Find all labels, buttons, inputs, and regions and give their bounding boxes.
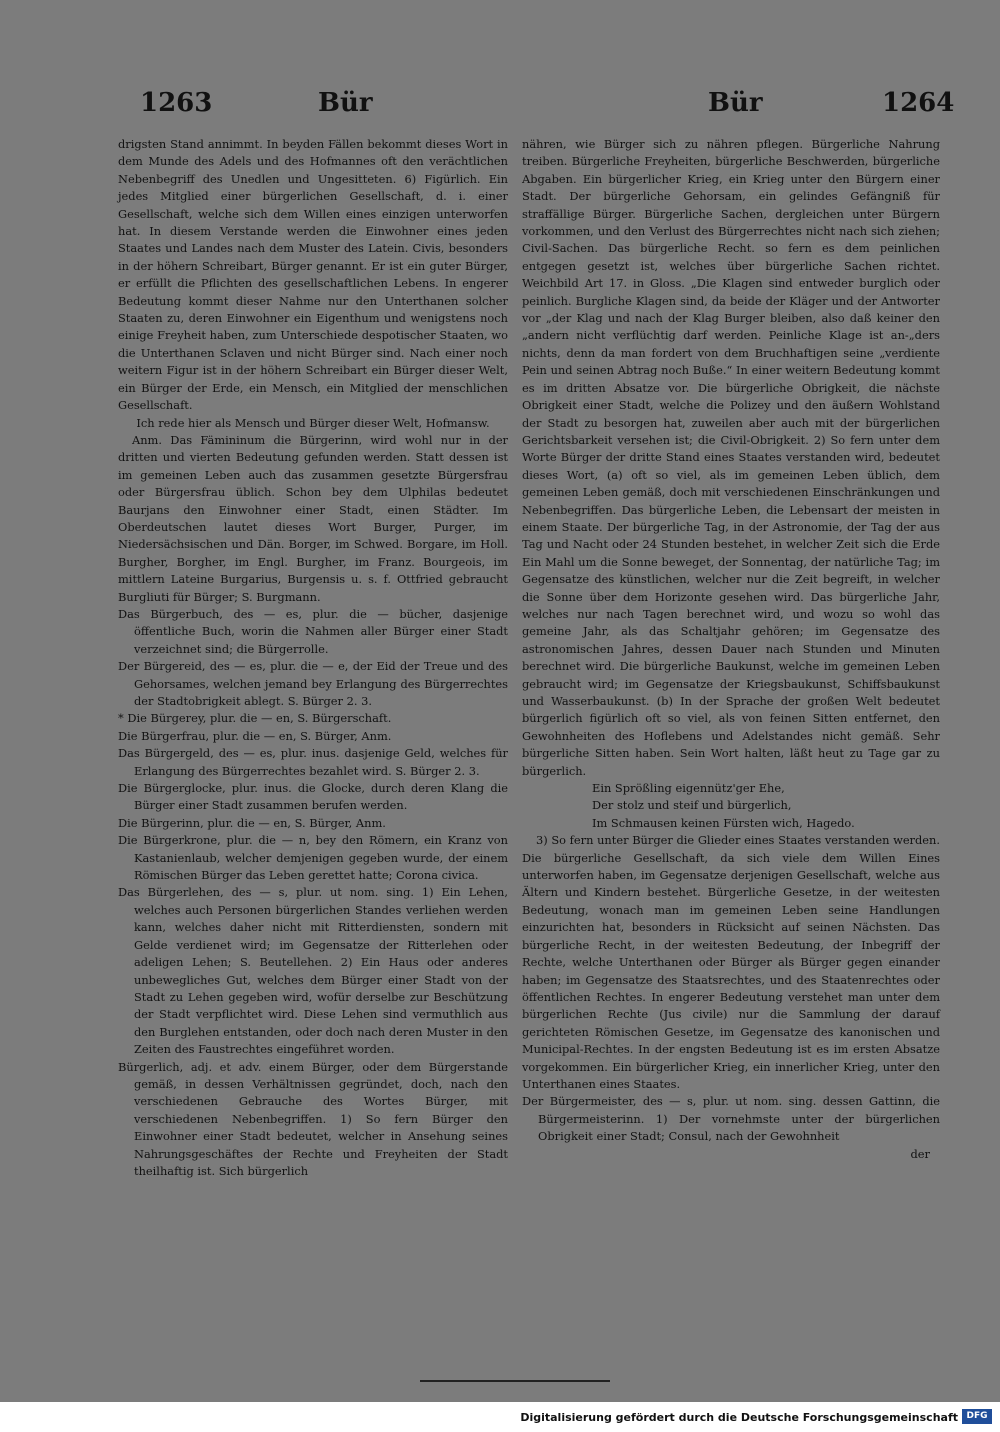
text-paragraph: Im Schmausen keinen Fürsten wich, Hagedo.: [592, 815, 855, 830]
dictionary-entry: Der Bürgereid, des — es, plur. die — e, der Eid der Treue und des Gehorsames, welchen jemand bey Erlangung des Bürgerrechtes der Stadtobrigkeit ablegt. S. Bürger 2. 3.: [118, 659, 508, 708]
right-page-number: 1264: [882, 88, 955, 118]
text-paragraph: Der stolz und steif und bürgerlich,: [592, 798, 792, 813]
text-paragraph: Anm. Das Fämininum die Bürgerinn, wird wohl nur in der dritten und vierten Bedeutung gefunden werden. Statt dessen ist im gemeinen Leben auch das zusammen gesetzte Bürgersfrau oder Bürgersfrau üblich. Schon bey dem Ulphilas bedeutet Baurjans den Einwohner einer Stadt, einen Städter. Im Oberdeutschen lautet dieses Wort Burger, Purger, im Niedersächsischen und Dän. Borger, im Schwed. Borgare, im Holl. Burgher, Borgher, im Engl. Burgher, im Franz. Bourgeois, im mittlern Lateine Burgarius, Burgensis u. s. f. Ottfried gebraucht Burgliuti für Bürger; S. Burgmann.: [118, 432, 508, 604]
bottom-rule: [420, 1380, 610, 1382]
text-paragraph: der: [910, 1146, 930, 1161]
dictionary-entry: Das Bürgergeld, des — es, plur. inus. dasjenige Geld, welches für Erlangung des Bürgerrechtes bezahlet wird. S. Bürger 2. 3.: [118, 746, 508, 778]
text-paragraph: Ein Sprößling eigennütz'ger Ehe,: [592, 781, 785, 796]
dictionary-entry: Bürgerlich, adj. et adv. einem Bürger, oder dem Bürgerstande gemäß, in dessen Verhältnissen gegründet, doch, nach den verschiedenen Gebrauche des Wortes Bürger, mit verschiedenen Nebenbegriffen. 1) So fern Bürger den Einwohner einer Stadt bedeutet, welcher in Ansehung seines Nahrungsgeschäftes der Rechte und Freyheiten der Stadt theilhaftig ist. Sich bürgerlich: [118, 1059, 508, 1178]
right-running-head: Bür: [708, 88, 763, 118]
dictionary-entry: Die Bürgerfrau, plur. die — en, S. Bürger, Anm.: [118, 728, 392, 743]
right-column: [522, 136, 940, 1163]
dictionary-entry: Der Bürgermeister, des — s, plur. ut nom. sing. dessen Gattinn, die Bürgermeisterinn. 1) Der vornehmste unter der bürgerlichen Obrigkeit einer Stadt; Consul, nach der Gewohnheit: [522, 1094, 940, 1144]
left-running-head: Bür: [318, 88, 373, 118]
dictionary-entry: Die Bürgerglocke, plur. inus. die Glocke, durch deren Klang die Bürger einer Stadt zusammen berufen werden.: [118, 781, 508, 813]
dictionary-entry: Die Bürgerinn, plur. die — en, S. Bürger, Anm.: [118, 815, 386, 830]
text-paragraph: 3) So fern unter Bürger die Glieder eines Staates verstanden werden. Die bürgerliche Gesellschaft, da sich viele dem Willen Eines unterworfen haben, im Gegensatze derjenigen Gesellschaft, welche aus Ältern und Kindern bestehet. Bürgerliche Gesetze, in der weitesten Bedeutung, wonach man im gemeinen Leben seine Handlungen einzurichten hat, besonders in Rücksicht auf seinen Nächsten. Das bürgerliche Recht, in der weitesten Bedeutung, der Inbegriff der Rechte, welche Unterthanen oder Bürger als Bürger gegen einander haben; im Gegensatze des Staatsrechtes, und des Staatenrechtes oder öffentlichen Rechtes. In engerer Bedeutung verstehet man unter dem bürgerlichen Rechte (Jus civile) nur die Sammlung der darauf gerichteten Römischen Gesetze, im Gegensatze des kanonischen und Municipal-Rechtes. In der engsten Bedeutung ist es im ersten Absatze vorgekommen. Ein bürgerlicher Krieg, ein innerlicher Krieg, unter den Unterthanen eines Staates.: [522, 833, 940, 1091]
left-column: [118, 136, 508, 1180]
text-paragraph: drigsten Stand annimmt. In beyden Fällen bekommt dieses Wort in dem Munde des Adels und des Hofmannes oft den verächtlichen Nebenbegriff des Unedlen und Ungesitteten. 6) Figürlich. Ein jedes Mitglied einer bürgerlichen Gesellschaft, d. i. einer Gesellschaft, welche sich dem Willen eines einzigen unterworfen hat. In diesem Verstande werden die Einwohner eines jeden Staates und Landes nach dem Muster des Latein. Civis, besonders in der höhern Schreibart, Bürger genannt. Er ist ein guter Bürger, er erfüllt die Pflichten des gesellschaftlichen Lebens. In engerer Bedeutung kommt dieser Nahme nur den Unterthanen solcher Staaten zu, deren Einwohner ein Eigenthum und wenigstens noch einige Freyheit haben, zum Unterschiede despotischer Staaten, wo die Unterthanen Sclaven und nicht Bürger sind. Nach einer noch weitern Figur ist in der höhern Schreibart ein Bürger dieser Welt, ein Bürger der Erde, ein Mensch, ein Mitglied der menschlichen Gesellschaft.: [118, 137, 508, 413]
digitization-footer: [0, 1402, 1000, 1432]
dfg-logo: DFG: [962, 1409, 992, 1424]
dictionary-entry: Das Bürgerbuch, des — es, plur. die — bücher, dasjenige öffentliche Buch, worin die Nahmen aller Bürger einer Stadt verzeichnet sind; die Bürgerrolle.: [118, 606, 508, 656]
dictionary-entry: * Die Bürgerey, plur. die — en, S. Bürgerschaft.: [118, 711, 392, 726]
dictionary-entry: Das Bürgerlehen, des — s, plur. ut nom. sing. 1) Ein Lehen, welches auch Personen bürgerlichen Standes verliehen werden kann, welches daher nicht mit Ritterdiensten, sondern mit Gelde verdienet wird; im Gegensatze der Ritterlehen oder adeligen Lehen; S. Beutellehen. 2) Ein Haus oder anderes unbewegliches Gut, welches dem Bürger einer Stadt von der Stadt zu Lehen gegeben wird, wofür derselbe zur Beschützung der Stadt verpflichtet wird. Diese Lehen sind vermuthlich aus den Burglehen entstanden, oder doch nach deren Muster in den Zeiten des Faustrechtes eingeführet worden.: [118, 885, 508, 1057]
left-page-number: 1263: [140, 88, 213, 118]
funding-credit: Digitalisierung gefördert durch die Deutsche Forschungsgemeinschaft: [520, 1411, 958, 1424]
dictionary-entry: Die Bürgerkrone, plur. die — n, bey den Römern, ein Kranz von Kastanienlaub, welcher demjenigen gegeben wurde, der einem Römischen Bürger das Leben gerettet hatte; Corona civica.: [118, 833, 508, 883]
text-paragraph: nähren, wie Bürger sich zu nähren pflegen. Bürgerliche Nahrung treiben. Bürgerliche Freyheiten, bürgerliche Beschwerden, bürgerliche Abgaben. Ein bürgerlicher Krieg, ein Krieg unter den Bürgern einer Stadt. Der bürgerliche Gehorsam, ein gelindes Gefängniß für straffällige Bürger. Bürgerliche Sachen, dergleichen unter Bürgern vorkommen, und den Verlust des Bürgerrechtes nicht nach sich ziehen; Civil-Sachen. Das bürgerliche Recht. so fern es dem peinlichen entgegen gesetzt ist, welches über bürgerliche Sachen richtet. Weichbild Art 17. in Gloss. „Die Klagen sind entweder burglich oder peinlich. Burgliche Klagen sind, da beide der Kläger und der Antworter vor „der Klag und nach der Klag Burger bleiben, also daß keiner den „andern nicht verflüchtig darf werden. Peinliche Klage ist an-„ders nichts, denn da man fordert von dem Bruchhaftigen seine „verdiente Pein und seinen Abtrag noch Buße.“ In einer weitern Bedeutung kommt es im dritten Absatze vor. Die bürgerliche Obrigkeit, die nächste Obrigkeit einer Stadt, welche die Polizey und den äußern Wohlstand der Stadt zu besorgen hat, zuweilen aber auch mit der bürgerlichen Gerichtsbarkeit versehen ist; die Civil-Obrigkeit. 2) So fern unter dem Worte Bürger der dritte Stand eines Staates verstanden wird, bedeutet dieses Wort, (a) oft so viel, als im gemeinen Leben üblich, dem gemeinen Leben gemäß, doch mit verschiedenen Einschränkungen und Nebenbegriffen. Das bürgerliche Leben, die Lebensart der meisten in einem Staate. Der bürgerliche Tag, in der Astronomie, der Tag der aus Tag und Nacht oder 24 Stunden bestehet, in welcher Zeit sich die Erde Ein Mahl um die Sonne beweget, der Sonnentag, der natürliche Tag; im Gegensatze des künstlichen, welcher nur die Zeit begreift, in welcher die Sonne über dem Horizonte gesehen wird. Das bürgerliche Jahr, welches nur nach Tagen berechnet wird, und wozu so wohl das gemeine Jahr, als das Schaltjahr gehören; im Gegensatze des astronomischen Jahres, dessen Dauer nach Stunden und Minuten berechnet wird. Die bürgerliche Baukunst, welche im gemeinen Leben gebraucht wird; im Gegensatze der Kriegsbaukunst, Schiffsbaukunst und Wasserbaukunst. (b) In der Sprache der großen Welt bedeutet bürgerlich figürlich oft so viel, als von feinen Sitten entfernet, den Gewohnheiten des Hoflebens und Adelstandes nicht gemäß. Sehr bürgerliche Sitten haben. Sein Wort halten, läßt heut zu Tage gar zu bürgerlich.: [522, 137, 940, 778]
text-paragraph: Ich rede hier als Mensch und Bürger dieser Welt, Hofmansw.: [136, 415, 490, 430]
